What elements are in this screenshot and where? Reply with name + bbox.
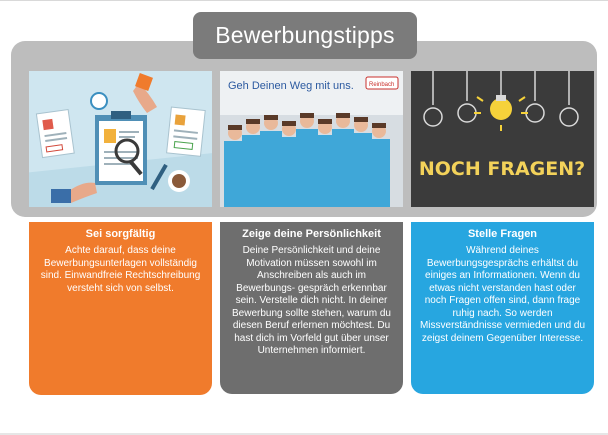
team-banner-text: Geh Deinen Weg mit uns. — [228, 80, 354, 92]
top-border — [0, 0, 608, 1]
team-photo — [220, 71, 403, 207]
card-heading: Zeige deine Persönlichkeit — [242, 228, 381, 240]
card-heading: Stelle Fragen — [467, 228, 538, 240]
page-title: Bewerbungstipps — [193, 12, 417, 59]
card-body: Achte darauf, dass deine Bewerbungsunterlagen vollständig sind. Einwandfreie Rechtschreibung versteht sich von selbst. — [40, 245, 201, 294]
card-body: Deine Persönlichkeit und deine Motivation müssen sowohl im Anschreiben als auch im Bewerbungs- gespräch erkennbar sein. Verstelle dich nicht. In deiner Bewerbung sollte stehen, warum du diesen Beruf erlernen möchtest. Du hast dich im Vorfeld gut über unser Unternehmen informiert. — [232, 245, 391, 356]
card-body: Während deines Bewerbungsgesprächs erhältst du einiges an Informationen. Wenn du etwas nicht verstanden hast oder noch Fragen offen sind, dann frage ruhig nach. So werden Missverständnisse vermieden und du zeigst deinem Gegenüber Interesse. — [419, 245, 586, 344]
question-bulbs-image — [411, 71, 594, 207]
card-stelle-fragen — [411, 222, 594, 394]
noch-fragen-text: NOCH FRAGEN? — [418, 158, 586, 180]
card-zeige-persoenlichkeit — [220, 222, 403, 394]
card-heading: Sei sorgfältig — [85, 228, 156, 240]
company-logo: Reinbach — [369, 82, 395, 88]
card-sei-sorgfaeltig — [29, 222, 212, 395]
documents-illustration — [29, 71, 212, 207]
